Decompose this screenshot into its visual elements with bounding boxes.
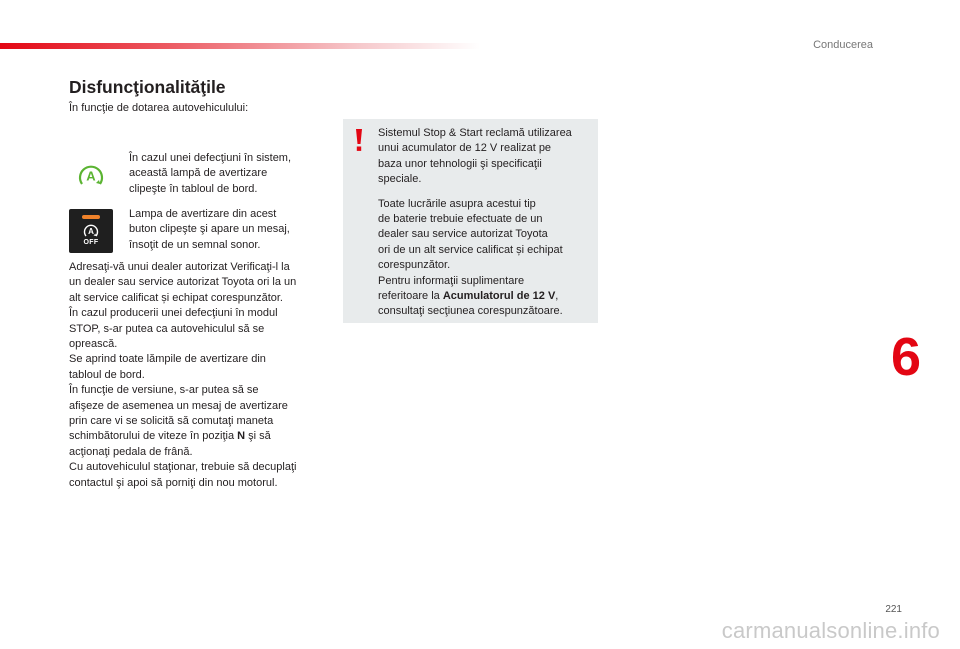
exclamation-icon [354, 128, 364, 152]
text-line: contactul şi apoi să porniţi din nou motorul. [69, 476, 278, 489]
off-lamp-description [129, 207, 290, 253]
chapter-name: Conducerea [813, 39, 873, 51]
stop-start-off-button-icon [69, 209, 113, 253]
text-line: În cazul producerii unei defecţiuni în modul [69, 307, 278, 320]
text-line: ori de un alt service calificat și echipat [378, 243, 563, 256]
header-accent-bar [0, 43, 480, 49]
page-number: 221 [885, 604, 902, 615]
gear-position-n: N [237, 430, 246, 443]
text-line: corespunzător. [378, 259, 451, 272]
warning-paragraph-2 [378, 197, 596, 320]
text-line: speciale. [378, 173, 422, 186]
text-run: , [555, 290, 559, 303]
text-run: referitoare la [378, 290, 443, 303]
text-line: această lampă de avertizare [129, 167, 268, 180]
text-line: clipeşte în tabloul de bord. [129, 182, 258, 195]
text-run: schimbătorului de viteze în poziţia [69, 430, 235, 443]
fault-lamp-description [129, 151, 291, 197]
text-line: baza unor tehnologii şi specificaţii [378, 157, 542, 170]
warning-text [378, 126, 596, 320]
warning-paragraph-1 [378, 126, 596, 188]
text-line [69, 429, 329, 444]
text-line: Lampa de avertizare din acest [129, 208, 277, 220]
text-line: Adresaţi-vă unui dealer autorizat Verificaţi-l la [69, 261, 290, 273]
chapter-number: 6 [891, 327, 922, 387]
text-line [378, 289, 596, 304]
svg-text:A: A [88, 227, 94, 236]
battery-section-reference: Acumulatorul de 12 V [442, 290, 556, 303]
text-line: alt service calificat și echipat corespunzător. [69, 291, 283, 304]
text-line: buton clipeşte şi apare un mesaj, [129, 223, 290, 236]
auto-icon [83, 223, 99, 238]
svg-text:A: A [86, 168, 96, 184]
text-run: şi să [245, 430, 271, 443]
text-line: însoţit de un semnal sonor. [129, 238, 261, 251]
text-line: consultaţi secţiunea corespunzătoare. [378, 305, 563, 318]
indicator-light [82, 215, 100, 219]
intro-text: În funcţie de dotarea autovehiculului: [69, 102, 249, 114]
text-line: acţionaţi pedala de frână. [69, 445, 193, 458]
text-line: prin care vi se solicită să comutaţi maneta [69, 415, 274, 428]
text-line: tabloul de bord. [69, 368, 145, 381]
malfunction-body-text [69, 260, 329, 491]
text-line: În cazul unei defecţiuni în sistem, [129, 152, 292, 164]
text-line: Se aprind toate lămpile de avertizare din [69, 353, 266, 366]
text-line: oprească. [69, 338, 118, 351]
section-title: Disfuncţionalităţile [69, 77, 226, 97]
text-line: STOP, s-ar putea ca autovehiculul să se [69, 322, 265, 335]
off-label: OFF [83, 239, 99, 246]
text-line: În funcţie de versiune, s-ar putea să se [69, 384, 259, 397]
text-line: dealer sau service autorizat Toyota [378, 228, 548, 241]
watermark: carmanualsonline.info [721, 618, 940, 643]
auto-stop-start-fault-icon [77, 163, 105, 187]
text-line: un dealer sau service autorizat Toyota ori la un [69, 276, 297, 289]
text-line: unui acumulator de 12 V realizat pe [378, 142, 552, 155]
text-line: Sistemul Stop & Start reclamă utilizarea [378, 127, 572, 139]
text-line: Cu autovehiculul staţionar, trebuie să decuplaţi [69, 461, 297, 474]
text-line: Toate lucrările asupra acestui tip [378, 197, 536, 210]
text-line: Pentru informaţii suplimentare [378, 274, 525, 287]
text-line: afişeze de asemenea un mesaj de avertizare [69, 399, 288, 412]
warning-box [343, 119, 598, 323]
text-line: de baterie trebuie efectuate de un [378, 213, 543, 226]
